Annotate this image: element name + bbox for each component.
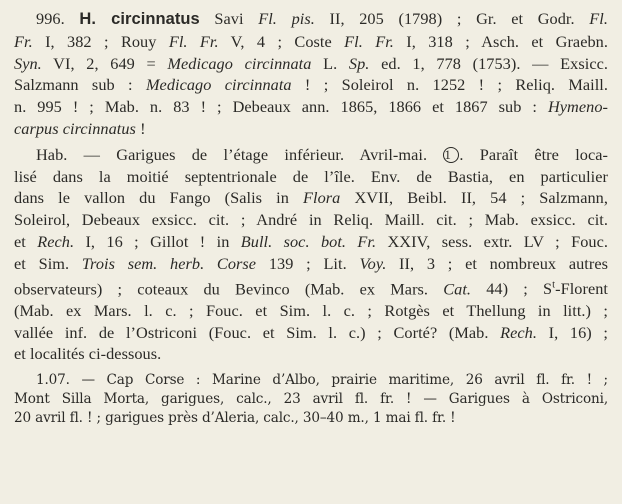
habitat-segment: et bbox=[14, 231, 38, 251]
habitat-segment: Hab. — Garigues de l’étage inférieur. Avril-mai. bbox=[36, 144, 444, 164]
entry-segment: Medicago circinnata bbox=[167, 53, 312, 73]
habitat-line-9 bbox=[14, 322, 608, 344]
habitat-segment: (Mab. ex Mars. l. c. ; Fouc. et Sim. l. c. ; Rotgès et Thellung in litt.) ; bbox=[14, 300, 608, 320]
habitat-line-6 bbox=[14, 253, 608, 275]
entry-segment: Salzmann sub : bbox=[14, 75, 146, 95]
habitat-paragraph bbox=[14, 144, 608, 365]
entry-line-2 bbox=[14, 31, 608, 53]
habitat-segment: Soleirol, Debeaux exsicc. cit. ; André in Reliq. Maill. cit. ; Mab. exsicc. cit. bbox=[14, 210, 608, 230]
localities-segment: 1.07. — Cap Corse : Marine d’Albo, prairie maritime, 26 avril fl. fr. ! ; bbox=[36, 372, 608, 389]
localities-segment: Mont Silla Morta, garigues, calc., 23 avril fl. fr. ! — Garigues à Ostriconi, bbox=[14, 391, 608, 408]
habitat-segment: Flora bbox=[303, 188, 341, 208]
entry-segment: V, 4 ; Coste bbox=[218, 31, 345, 51]
habitat-line-8 bbox=[14, 300, 608, 322]
habitat-segment: dans le vallon du Fango (Salis in bbox=[14, 188, 304, 208]
entry-segment: Fr. bbox=[14, 31, 33, 51]
entry-segment: Sp. bbox=[348, 53, 370, 73]
habitat-segment: Rech. bbox=[37, 231, 75, 251]
habitat-segment: XXIV, sess. extr. LV ; Fouc. bbox=[376, 231, 608, 251]
entry-segment: ed. 1, 778 (1753). — Exsicc. bbox=[369, 53, 608, 73]
habitat-segment: . Paraît être loca- bbox=[459, 144, 608, 164]
localities-line-2 bbox=[14, 390, 608, 409]
entry-segment: L. bbox=[311, 53, 349, 73]
habitat-segment: II, 3 ; et nombreux autres bbox=[386, 253, 608, 273]
habitat-segment: I, 16 ; Gillot ! in bbox=[74, 231, 241, 251]
localities-line-3 bbox=[14, 409, 608, 428]
habitat-line-2 bbox=[14, 166, 608, 188]
entry-line-1 bbox=[14, 8, 608, 31]
habitat-line-3 bbox=[14, 187, 608, 209]
localities-line-1 bbox=[14, 371, 608, 390]
habitat-segment: XVII, Beibl. II, 54 ; Salzmann, bbox=[340, 188, 608, 208]
habitat-segment: 44) ; $S^t$-Florent bbox=[471, 278, 608, 298]
habitat-line-7 bbox=[14, 275, 608, 300]
habitat-line-4 bbox=[14, 209, 608, 231]
entry-segment: Fl. pis. bbox=[258, 9, 315, 28]
habitat-segment: vallée inf. de l’Ostriconi (Fouc. et Sim. l. c.) ; Corté? (Mab. bbox=[14, 322, 501, 342]
habitat-segment: Rech. bbox=[500, 322, 537, 342]
habitat-segment: Trois sem. herb. Corse bbox=[81, 253, 257, 273]
habitat-segment: et Sim. bbox=[14, 253, 82, 273]
entry-segment: Medicago circinnata bbox=[145, 75, 292, 95]
entry-number: 996. bbox=[36, 9, 65, 28]
habitat-segment: observateurs) ; coteaux du Bevinco (Mab. ex Mars. bbox=[14, 278, 444, 298]
entry-segment: n. 995 ! ; Mab. n. 83 ! ; Debeaux ann. 1865, 1866 et 1867 sub : bbox=[14, 97, 548, 117]
habitat-segment: et localités ci-dessous. bbox=[14, 344, 162, 364]
entry-segment: Syn. bbox=[14, 53, 42, 73]
species-entry bbox=[14, 8, 608, 140]
entry-segment: Fl. bbox=[589, 9, 608, 28]
habitat-line-1 bbox=[14, 144, 608, 166]
habitat-segment: I, 16) ; bbox=[536, 322, 608, 342]
species-name: H. circinnatus bbox=[79, 10, 200, 28]
localities-paragraph bbox=[14, 371, 608, 428]
annual-symbol-icon: 1 bbox=[443, 147, 459, 163]
habitat-segment: Voy. bbox=[359, 253, 387, 273]
entry-segment: ! bbox=[135, 118, 146, 138]
entry-line-3 bbox=[14, 53, 608, 75]
localities-segment: 20 avril fl. ! ; garigues près d’Aleria, calc., 30–40 m., 1 mai fl. fr. ! bbox=[14, 410, 456, 427]
habitat-segment: Bull. soc. bot. Fr. bbox=[240, 231, 377, 251]
entry-segment: Fl. Fr. bbox=[344, 31, 394, 51]
entry-segment: ! ; Soleirol n. 1252 ! ; Reliq. Maill. bbox=[291, 75, 608, 95]
habitat-line-10 bbox=[14, 343, 608, 365]
entry-line-6 bbox=[14, 118, 608, 140]
entry-line-4 bbox=[14, 74, 608, 96]
entry-segment: VI, 2, 649 = bbox=[41, 53, 168, 73]
entry-segment: Fl. Fr. bbox=[168, 31, 219, 51]
entry-segment: I, 382 ; Rouy bbox=[32, 31, 169, 51]
entry-segment: Hymeno- bbox=[547, 97, 608, 117]
habitat-segment: 139 ; Lit. bbox=[256, 253, 360, 273]
entry-segment: Savi bbox=[214, 9, 259, 28]
entry-line-5 bbox=[14, 96, 608, 118]
habitat-segment: Cat. bbox=[443, 278, 472, 298]
entry-segment: II, 205 (1798) ; Gr. et Godr. bbox=[314, 9, 590, 28]
habitat-segment: lisé dans la moitié septentrionale de l’île. Env. de Bastia, en particulier bbox=[14, 166, 608, 186]
habitat-line-5 bbox=[14, 231, 608, 253]
entry-segment: I, 318 ; Asch. et Graebn. bbox=[393, 31, 608, 51]
entry-segment: carpus circinnatus bbox=[14, 118, 136, 138]
